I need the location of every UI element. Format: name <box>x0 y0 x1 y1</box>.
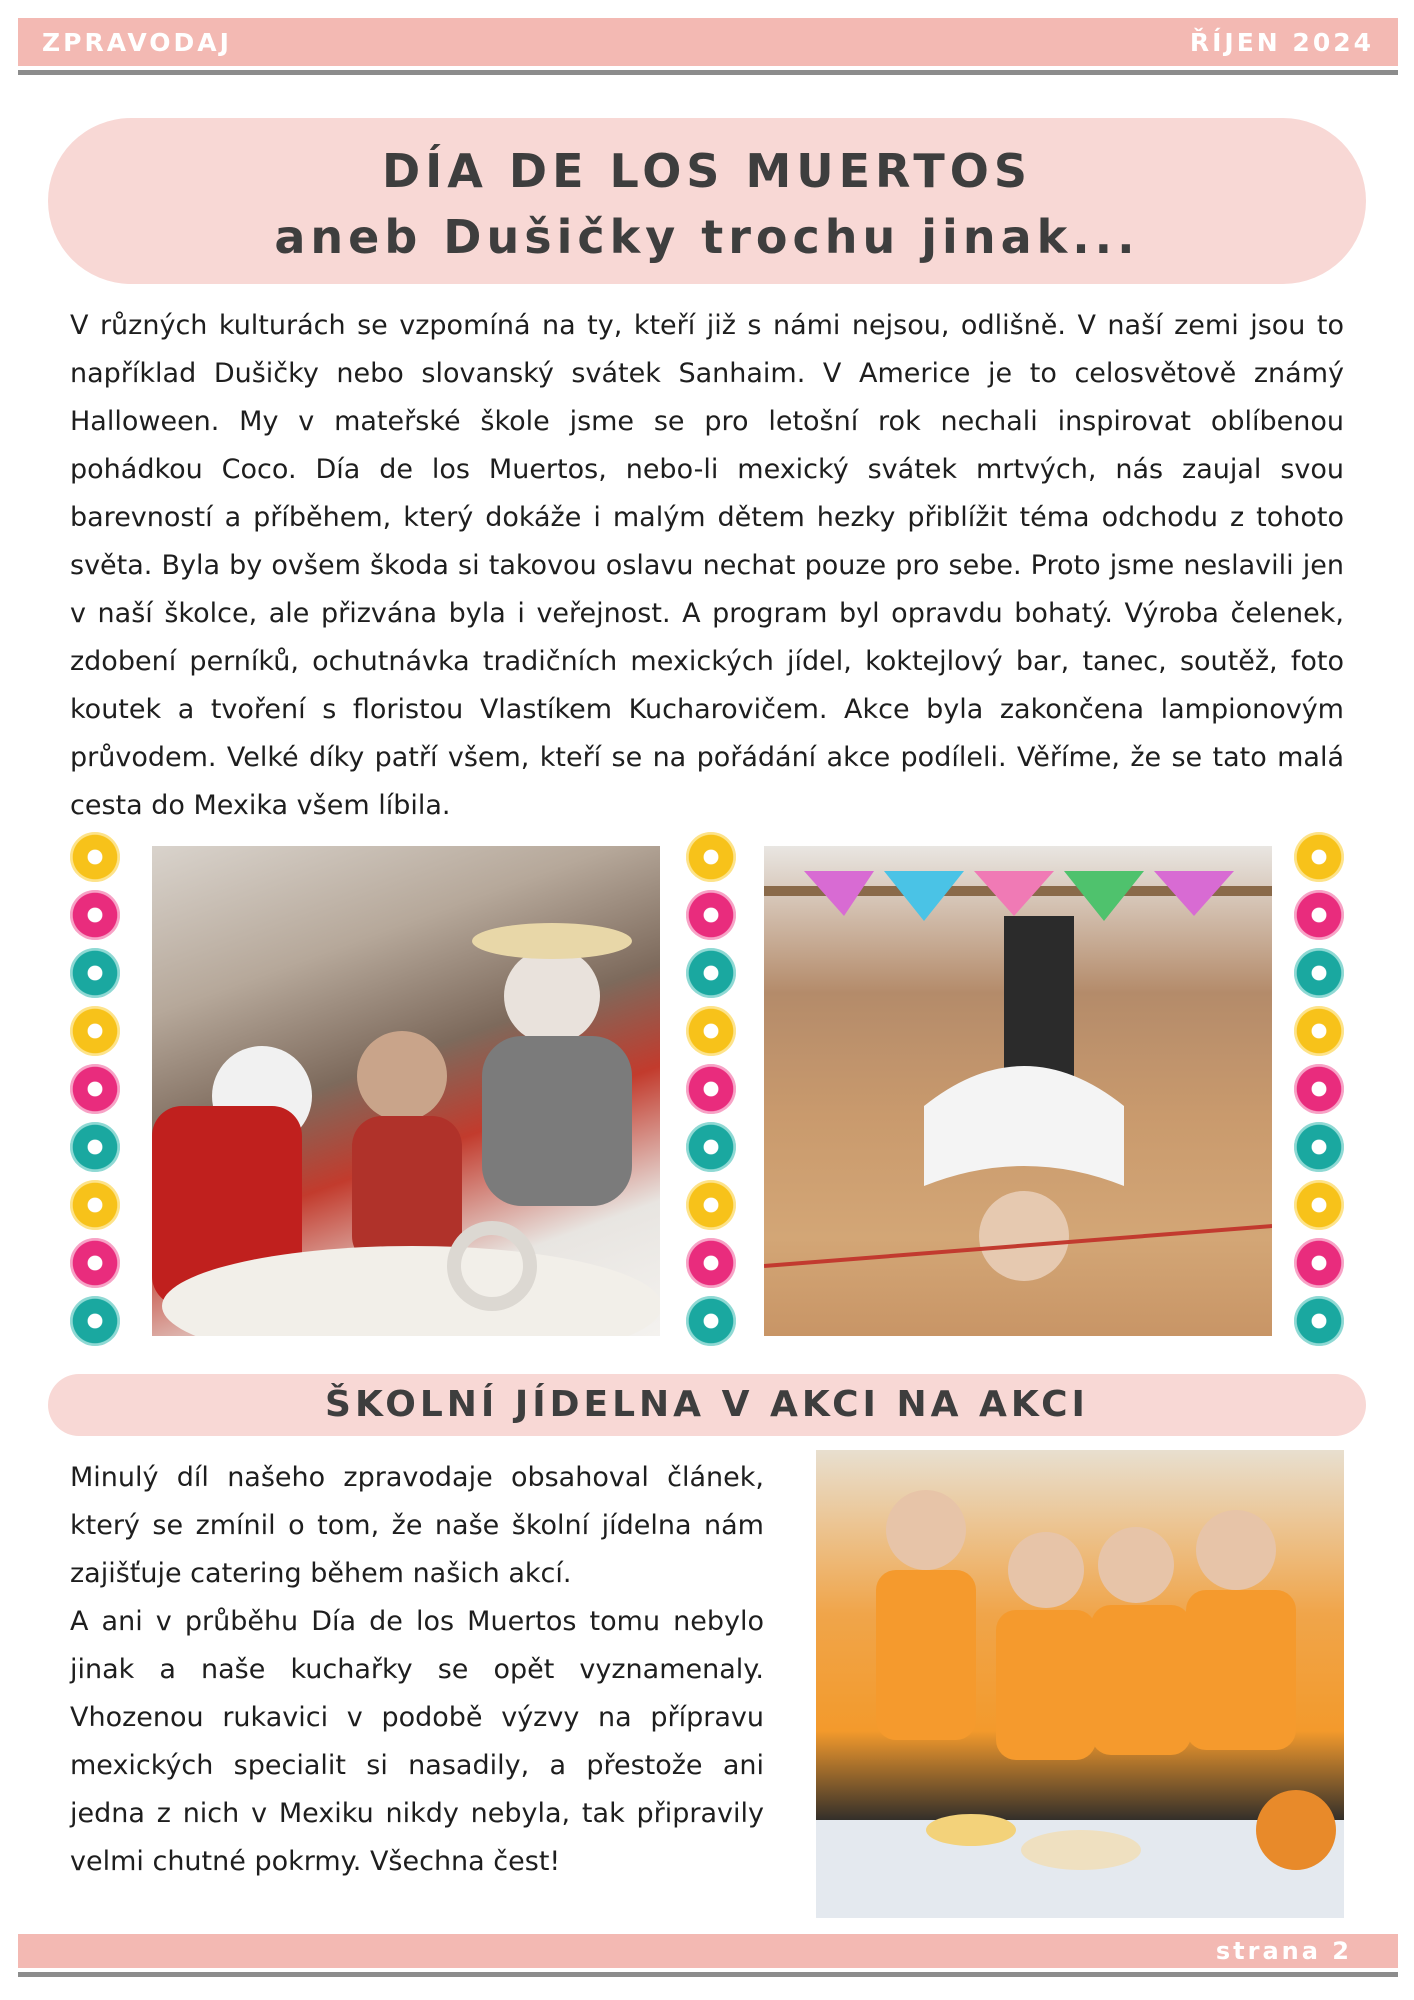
newsletter-label: ZPRAVODAJ <box>42 27 232 57</box>
photo-limbo-dance <box>764 846 1272 1336</box>
flower-icon <box>1294 1238 1344 1288</box>
flower-icon <box>686 832 736 882</box>
flower-icon <box>70 890 120 940</box>
photo-limbo-dance-illustration <box>764 846 1272 1336</box>
article2-paragraph-1: Minulý díl našeho zpravodaje obsahoval článek, který se zmínil o tom, že naše školní jídelna nám zajišťuje catering během našich akcí. <box>70 1462 764 1589</box>
flower-icon <box>70 1296 120 1346</box>
flower-icon <box>70 1180 120 1230</box>
article2-title: ŠKOLNÍ JÍDELNA V AKCI NA AKCI <box>325 1384 1089 1425</box>
flower-icon <box>686 1296 736 1346</box>
article2-paragraph-2: A ani v průběhu Día de los Muertos tomu nebylo jinak a naše kuchařky se opět vyznamenaly. Vhozenou rukavici v podobě výzvy na přípravu mexických specialit si nasadily, a přestože ani jedna z nich v Mexiku nikdy nebyla, tak připravily velmi chutné pokrmy. Všechna čest! <box>70 1606 764 1877</box>
flower-icon <box>70 1122 120 1172</box>
flower-icon <box>686 1006 736 1056</box>
flower-icon <box>1294 948 1344 998</box>
flower-icon <box>1294 832 1344 882</box>
flower-column-left <box>70 832 122 1354</box>
article1-title-line1: DÍA DE LOS MUERTOS <box>382 144 1032 198</box>
article1-title-banner <box>48 118 1366 284</box>
flower-icon <box>70 1006 120 1056</box>
article1-paragraph: V různých kulturách se vzpomíná na ty, kteří již s námi nejsou, odlišně. V naší zemi jsou to například Dušičky nebo slovanský svátek Sanhaim. V Americe je to celosvětově známý Halloween. My v mateřské škole jsme se pro letošní rok nechali inspirovat oblíbenou pohádkou Coco. Día de los Muertos, nebo-li mexický svátek mrtvých, nás zaujal svou barevností a příběhem, který dokáže i malým dětem hezky přiblížit téma odchodu z tohoto světa. Byla by ovšem škoda si takovou oslavu nechat pouze pro sebe. Proto jsme neslavili jen v naší školce, ale přizvána byla i veřejnost. A program byl opravdu bohatý. Výroba čelenek, zdobení perníků, ochutnávka tradičních mexických jídel, koktejlový bar, tanec, soutěž, foto koutek a tvoření s floristou Vlastíkem Kucharovičem. Akce byla zakončena lampionovým průvodem. Velké díky patří všem, kteří se na pořádání akce podíleli. Věříme, že se tato malá cesta do Mexika všem líbila. <box>70 310 1344 821</box>
flower-icon <box>70 948 120 998</box>
issue-date: ŘÍJEN 2024 <box>1189 27 1374 57</box>
article2-title-banner <box>48 1374 1366 1436</box>
flower-icon <box>1294 1006 1344 1056</box>
photo-children-crafts-illustration <box>152 846 660 1336</box>
header-rule <box>18 70 1398 75</box>
flower-icon <box>686 1180 736 1230</box>
header-bar <box>18 18 1398 66</box>
footer-bar <box>18 1934 1398 1968</box>
page-number: strana 2 <box>1215 1937 1352 1965</box>
flower-icon <box>1294 1180 1344 1230</box>
flower-icon <box>686 1064 736 1114</box>
flower-icon <box>70 1064 120 1114</box>
photo-canteen-staff <box>816 1450 1344 1918</box>
flower-icon <box>70 832 120 882</box>
flower-icon <box>1294 1064 1344 1114</box>
article2-body <box>70 1454 764 1886</box>
footer-rule <box>18 1972 1398 1977</box>
article1-title-line2: aneb Dušičky trochu jinak... <box>274 210 1140 264</box>
flower-icon <box>686 1122 736 1172</box>
flower-icon <box>70 1238 120 1288</box>
flower-icon <box>1294 1296 1344 1346</box>
flower-column-middle <box>686 832 738 1354</box>
flower-icon <box>686 890 736 940</box>
flower-icon <box>686 1238 736 1288</box>
photo-children-crafts <box>152 846 660 1336</box>
article1-body <box>70 302 1344 830</box>
flower-icon <box>686 948 736 998</box>
photo-canteen-staff-illustration <box>816 1450 1344 1918</box>
flower-icon <box>1294 1122 1344 1172</box>
flower-column-right <box>1294 832 1346 1354</box>
flower-icon <box>1294 890 1344 940</box>
